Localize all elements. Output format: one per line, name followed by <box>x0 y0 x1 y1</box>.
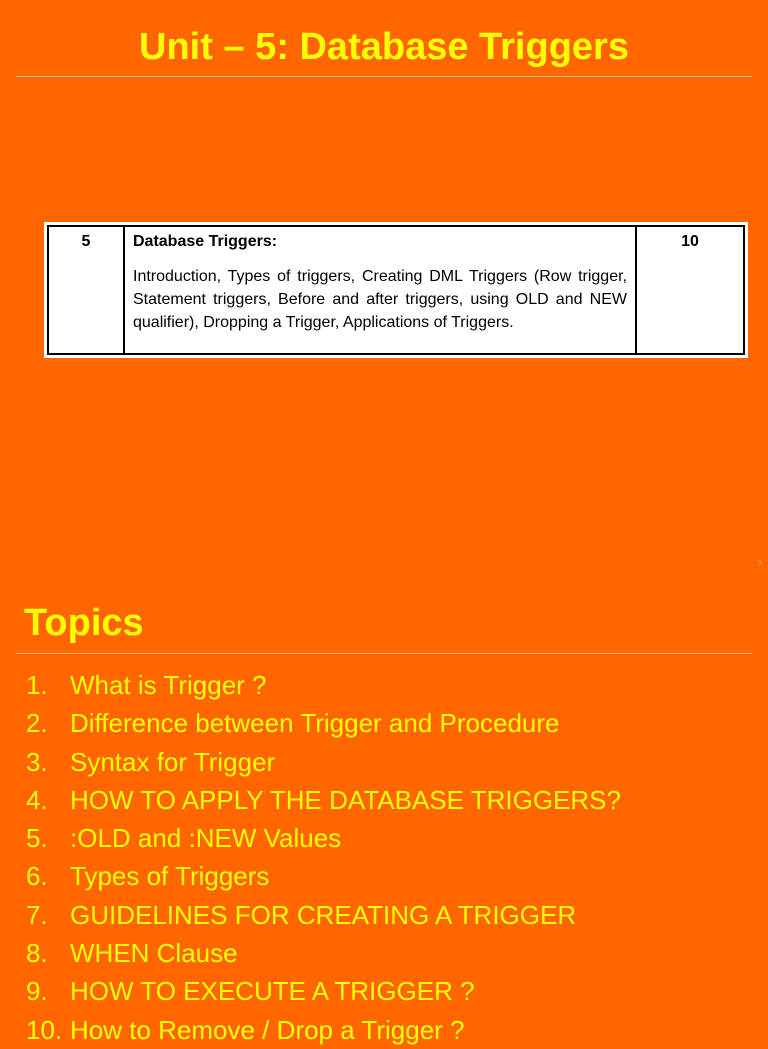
list-item <box>26 1011 756 1049</box>
slide-topics <box>0 580 768 1045</box>
topic-text: WHEN Clause <box>70 938 238 969</box>
list-item <box>26 743 756 781</box>
topic-number: 3. <box>26 746 48 777</box>
unit-heading: Database Triggers: <box>133 233 278 250</box>
topic-number: 10. <box>26 1014 63 1045</box>
list-item <box>26 857 756 895</box>
title-divider <box>16 76 752 77</box>
topics-title: Topics <box>24 602 144 644</box>
slide-edge-mark-icon: › <box>758 555 762 569</box>
topic-number: 4. <box>26 784 48 815</box>
unit-description: Introduction, Types of triggers, Creating DML Triggers (Row trigger, Statement triggers, Before and after triggers, using OLD and NEW qualifier), Dropping a Trigger, Applications of Triggers. <box>133 268 627 331</box>
topic-text: Syntax for Trigger <box>70 746 276 777</box>
list-item <box>26 972 756 1010</box>
list-item <box>26 781 756 819</box>
topic-number: 6. <box>26 861 48 892</box>
unit-number-cell: 5 <box>48 226 124 354</box>
topic-number: 9. <box>26 976 48 1007</box>
topic-text: :OLD and :NEW Values <box>70 823 342 854</box>
topic-number: 5. <box>26 823 48 854</box>
topic-text: GUIDELINES FOR CREATING A TRIGGER <box>70 899 577 930</box>
list-item <box>26 704 756 742</box>
unit-content-cell <box>124 226 636 354</box>
slide-title: Unit – 5: Database Triggers <box>139 26 629 68</box>
topic-number: 8. <box>26 938 48 969</box>
topic-text: Types of Triggers <box>70 861 270 892</box>
topic-number: 1. <box>26 670 48 700</box>
topic-text: What is Trigger ? <box>70 670 267 700</box>
list-item <box>26 819 756 857</box>
topics-divider <box>16 653 752 654</box>
syllabus-table <box>44 222 748 358</box>
topic-number: 2. <box>26 708 48 739</box>
topic-number: 7. <box>26 899 48 930</box>
topic-text: How to Remove / Drop a Trigger ? <box>70 1014 465 1045</box>
list-item <box>26 666 756 704</box>
topic-text: HOW TO APPLY THE DATABASE TRIGGERS? <box>70 784 621 815</box>
topic-list <box>26 666 756 1049</box>
list-item <box>26 934 756 972</box>
topic-text: Difference between Trigger and Procedure <box>70 708 560 739</box>
unit-marks-cell: 10 <box>636 226 744 354</box>
table-row <box>48 226 744 354</box>
topic-text: HOW TO EXECUTE A TRIGGER ? <box>70 976 475 1007</box>
list-item <box>26 896 756 934</box>
